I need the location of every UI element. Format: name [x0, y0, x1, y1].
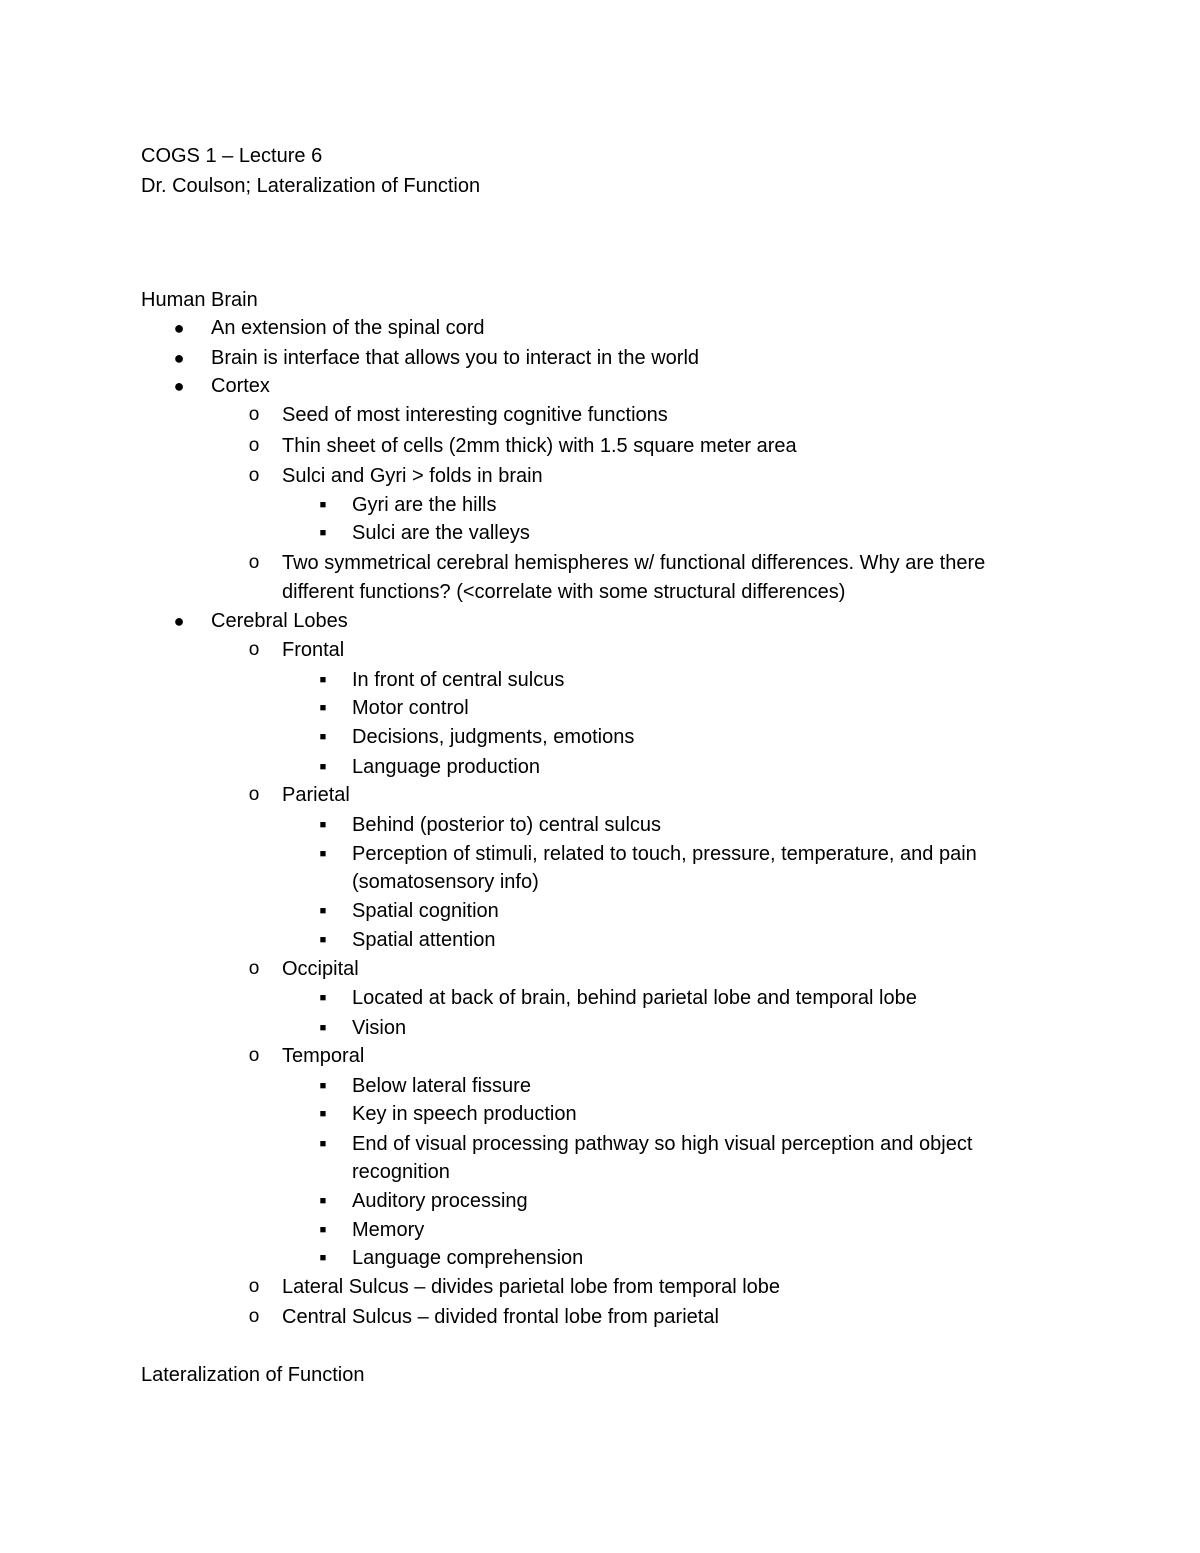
bullet-circle-icon: o: [248, 1306, 260, 1327]
bullet-square-icon: ■: [319, 1252, 327, 1264]
bullet-dot-icon: ●: [173, 348, 185, 368]
bullet-square-icon: ■: [319, 848, 327, 860]
bullet-square-icon: ■: [319, 992, 327, 1004]
bullet-circle-icon: o: [248, 435, 260, 456]
list-item: Cortex: [211, 375, 270, 397]
bullet-square-icon: ■: [319, 1138, 327, 1150]
list-item: Vision: [352, 1017, 407, 1039]
list-item: Seed of most interesting cognitive functions: [282, 404, 668, 426]
list-item: Sulci are the valleys: [352, 522, 530, 544]
bullet-circle-icon: o: [248, 552, 260, 573]
bullet-dot-icon: ●: [173, 318, 185, 338]
list-item: Thin sheet of cells (2mm thick) with 1.5 square meter area: [282, 435, 797, 457]
document-subtitle: Dr. Coulson; Lateralization of Function: [141, 175, 481, 197]
list-item: Decisions, judgments, emotions: [352, 726, 635, 748]
bullet-circle-icon: o: [248, 1276, 260, 1297]
bullet-square-icon: ■: [319, 1224, 327, 1236]
section-heading-human-brain: Human Brain: [141, 289, 258, 311]
list-item: An extension of the spinal cord: [211, 317, 485, 339]
bullet-square-icon: ■: [319, 1080, 327, 1092]
list-item: Below lateral fissure: [352, 1075, 531, 1097]
list-item: Auditory processing: [352, 1190, 528, 1212]
bullet-square-icon: ■: [319, 1022, 327, 1034]
list-item: Memory: [352, 1219, 425, 1241]
bullet-circle-icon: o: [248, 404, 260, 425]
bullet-circle-icon: o: [248, 958, 260, 979]
bullet-circle-icon: o: [248, 784, 260, 805]
bullet-square-icon: ■: [319, 674, 327, 686]
list-item: End of visual processing pathway so high visual perception and object: [352, 1133, 973, 1155]
lobe-label-temporal: Temporal: [282, 1045, 365, 1067]
lobe-label-parietal: Parietal: [282, 784, 350, 806]
list-item: Perception of stimuli, related to touch, pressure, temperature, and pain: [352, 843, 977, 865]
bullet-dot-icon: ●: [173, 611, 185, 631]
bullet-circle-icon: o: [248, 639, 260, 660]
list-item: Spatial cognition: [352, 900, 499, 922]
list-item: Spatial attention: [352, 929, 496, 951]
list-item: Behind (posterior to) central sulcus: [352, 814, 662, 836]
bullet-circle-icon: o: [248, 465, 260, 486]
list-item: In front of central sulcus: [352, 669, 565, 691]
list-item: Gyri are the hills: [352, 494, 497, 516]
section-heading-lateralization: Lateralization of Function: [141, 1364, 365, 1386]
bullet-square-icon: ■: [319, 905, 327, 917]
list-item: Cerebral Lobes: [211, 610, 348, 632]
document-title: COGS 1 – Lecture 6: [141, 145, 323, 167]
list-item: Two symmetrical cerebral hemispheres w/ functional differences. Why are there: [282, 552, 986, 574]
bullet-square-icon: ■: [319, 731, 327, 743]
list-item: Language production: [352, 756, 540, 778]
bullet-square-icon: ■: [319, 702, 327, 714]
list-item: Central Sulcus – divided frontal lobe from parietal: [282, 1306, 719, 1328]
bullet-square-icon: ■: [319, 1195, 327, 1207]
bullet-dot-icon: ●: [173, 376, 185, 396]
list-item: Brain is interface that allows you to interact in the world: [211, 347, 700, 369]
bullet-square-icon: ■: [319, 499, 327, 511]
lobe-label-frontal: Frontal: [282, 639, 345, 661]
list-item-continuation: recognition: [352, 1161, 450, 1183]
bullet-square-icon: ■: [319, 1108, 327, 1120]
list-item: Located at back of brain, behind parietal lobe and temporal lobe: [352, 987, 917, 1009]
list-item: Sulci and Gyri > folds in brain: [282, 465, 543, 487]
list-item: Motor control: [352, 697, 469, 719]
bullet-square-icon: ■: [319, 761, 327, 773]
list-item: Key in speech production: [352, 1103, 577, 1125]
bullet-circle-icon: o: [248, 1045, 260, 1066]
list-item-continuation: different functions? (<correlate with some structural differences): [282, 581, 846, 603]
list-item-continuation: (somatosensory info): [352, 871, 539, 893]
lobe-label-occipital: Occipital: [282, 958, 359, 980]
bullet-square-icon: ■: [319, 819, 327, 831]
list-item: Language comprehension: [352, 1247, 584, 1269]
bullet-square-icon: ■: [319, 527, 327, 539]
bullet-square-icon: ■: [319, 934, 327, 946]
list-item: Lateral Sulcus – divides parietal lobe from temporal lobe: [282, 1276, 781, 1298]
